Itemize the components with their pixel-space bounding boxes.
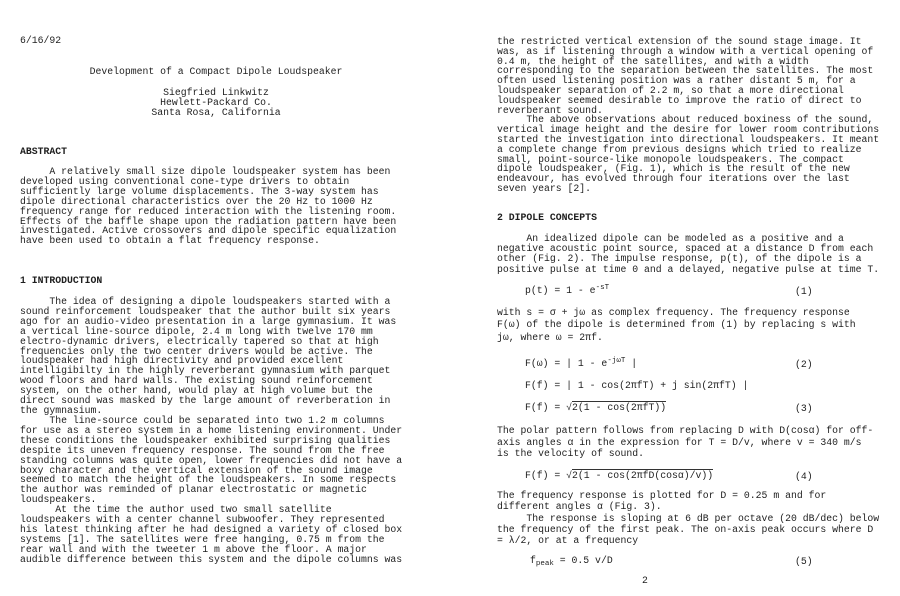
document-date: 6/16/92 (20, 35, 62, 46)
intro-paragraph-1: The idea of designing a dipole loudspeakers started with a sound reinforcement loudspeaker that the author built six years ago for an audio-video presentation in a large gymnasium. It was a vertical line-source dipole, 2.4 m long with twelve 170 mm electro-dynamic drivers, electrically tapered so that at high frequencies only the two center drivers would be active. The loudspeaker had high directivity and provided excellent intelligibilty in the highly reverberant gymnasium with parquet wood floors and hard walls. The existing sound reinforcement system, on the other hand, would play at high volume but the direct sound was masked by the large amount of reverberation in the gymnasium. (20, 296, 397, 416)
author-affiliation: Hewlett-Packard Co. (160, 97, 272, 108)
equation-2: F(ω) = | $1 - e^{-j\omega T}$ | (525, 357, 638, 369)
author-name: Siegfried Linkwitz (163, 87, 269, 98)
introduction-heading: 1 INTRODUCTION (20, 275, 103, 286)
equation-4: F(f) = √2(1 - cos(2πfD(cosα)/v)) (525, 470, 714, 481)
continuation-text: the restricted vertical extension of the sound stage image. It was, as if listening through a window with a vertical opening of 0.4 m, the height of the satellites, and with a width corresponding to the separation between the satellites. The most often used listening position was a rather distant 5 m, for a loudspeaker separation of 2.2 m, so that a more directional loudspeaker seemed desirable to improve the ratio of direct to reverberant sound. The above observations about reduced boxiness of the sound, vertical image height and the desire for lower room contributions started the investigation into directional loudspeakers. It meant a complete change from previous designs which tried to realize small, point-source-like monopole loudspeakers. The compact dipole loudspeaker, (Fig. 1), which is the result of the new endeavour, has evolved through four iterations over the last seven years [2]. (497, 36, 880, 194)
equation-2-number: (2) (795, 359, 813, 370)
equation-3-number: (3) (795, 403, 813, 414)
polar-pattern-text: The polar pattern follows from replacing D with D(cosα) for off- axis angles α in the expression for T = D/v, where v = 340 m/s is the velocity of sound. (497, 425, 874, 459)
abstract-heading: ABSTRACT (20, 146, 68, 157)
abstract-text: A relatively small size dipole loudspeaker system has been developed using conventional cone-type drivers to obtain sufficiently large volume displacements. The 3-way system has dipole directional characteristics over the 20 Hz to 1000 Hz frequency range for reduced interaction with the listening room. Effects of the baffle shape upon the radiation pattern have been investigated. Active crossovers and dipole specific equalization have been used to obtain a flat frequency response. (20, 166, 397, 247)
equation-3: F(f) = √2(1 - cos(2πfT)) (525, 402, 667, 413)
equation-4-number: (4) (795, 471, 813, 482)
intro-paragraph-3: At the time the author used two small satellite loudspeakers with a center channel subwoofer. They represented his latest thinking after he had designed a variety of closed box systems [1]. The satellites were free hanging, 0.75 m from the rear wall and with the tweeter 1 m above the floor. A major audible difference between this system and the dipole columns was (20, 504, 403, 565)
equation-1-number: (1) (795, 286, 813, 297)
complex-frequency-text: with s = σ + jω as complex frequency. The frequency response F(ω) of the dipole is determined from (1) by replacing s with jω, where ω = 2πf. (497, 307, 856, 343)
author-location: Santa Rosa, California (151, 107, 281, 118)
section-2-heading: 2 DIPOLE CONCEPTS (497, 212, 597, 223)
page-number: 2 (642, 575, 648, 586)
paper-title: Development of a Compact Dipole Loudspeaker (89, 66, 343, 77)
equation-1: $p(t) = 1 - e^{-sT}$ (525, 284, 610, 296)
equation-5: $f_{peak} = 0.5$ v/D (530, 555, 613, 568)
equation-5-number: (5) (795, 556, 813, 567)
equation-2-expanded: F(f) = | 1 - cos(2πfT) + j sin(2πfT) | (525, 380, 749, 391)
intro-paragraph-2: The line-source could be separated into two 1.2 m columns for use as a stereo system in a home listening environment. Under these conditions the loudspeaker exhibited surprising qualities despite its uneven frequency response. The sound from the free standing columns was quite open, lower frequencies did not have a boxy character and the vertical extension of the sound image seemed to match the height of the loudspeakers. In some respects the author was reminded of planar electrostatic or magnetic loudspeakers. (20, 415, 403, 506)
section-2-intro: An idealized dipole can be modeled as a positive and a negative acoustic point source, spaced at a distance D from each other (Fig. 2). The impulse response, p(t), of the dipole is a positive pulse at time 0 and a delayed, negative pulse at time T. (497, 233, 880, 275)
frequency-response-text: The frequency response is plotted for D = 0.25 m and for different angles α (Fig. 3). The response is sloping at 6 dB per octave (20 dB/dec) below the frequency of the first peak. The on-axis peak occurs where D = λ/2, or at a frequency (497, 490, 880, 547)
